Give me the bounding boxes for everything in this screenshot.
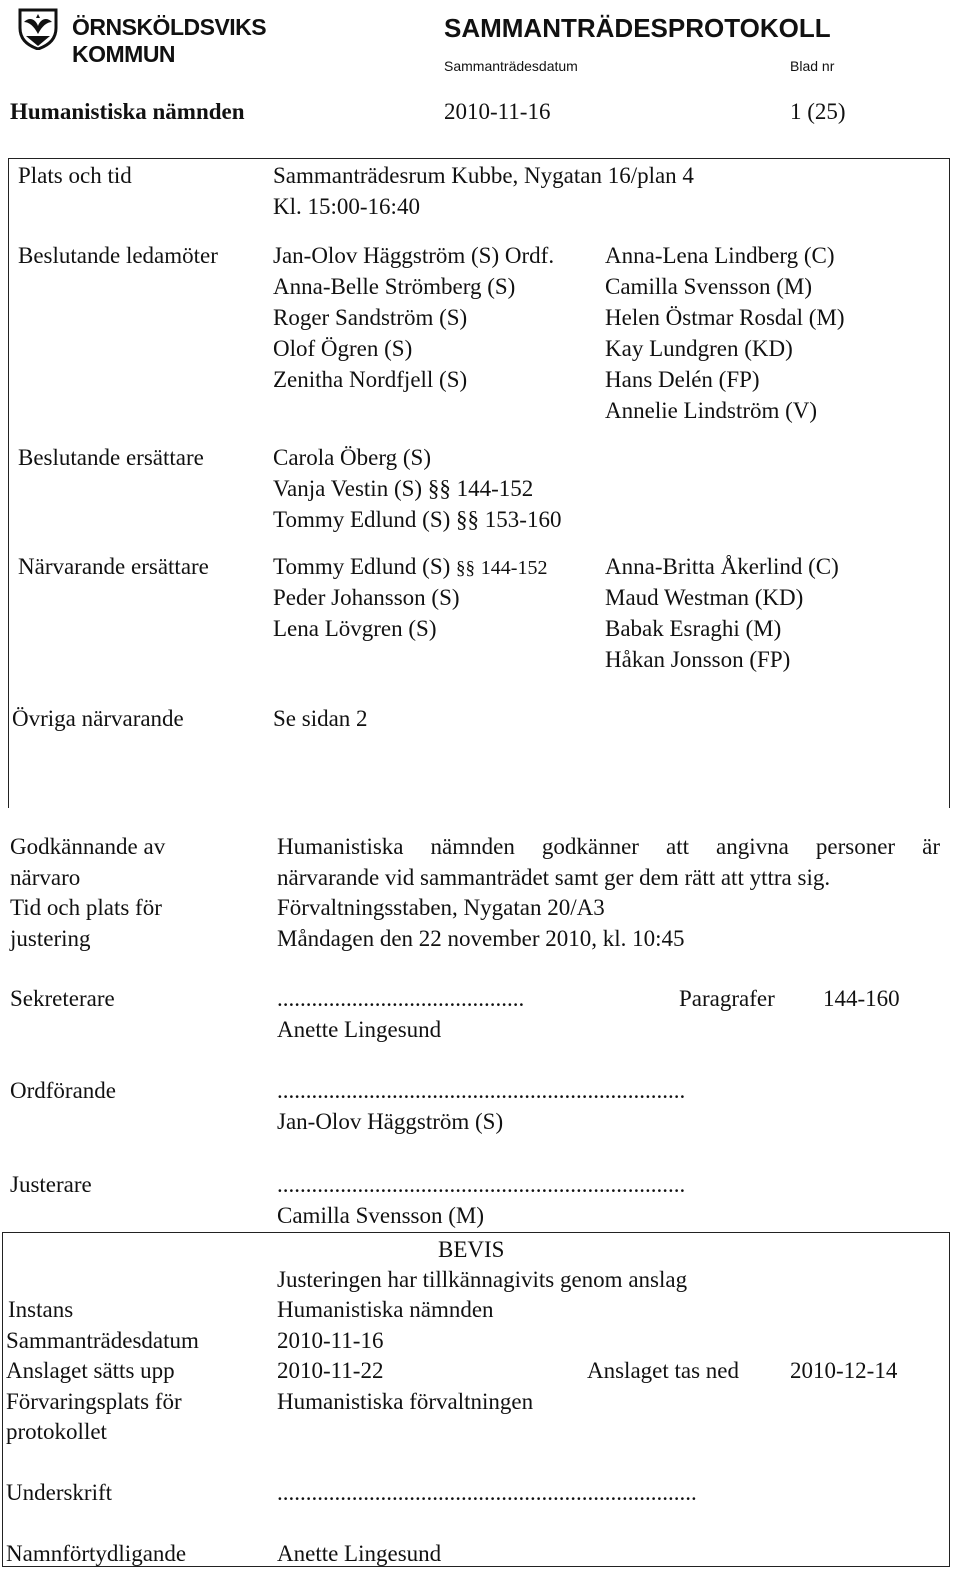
substitute-row: [273, 473, 533, 504]
certificate-date-label: Sammanträdesdatum: [6, 1328, 199, 1353]
chair-signature-line: .......................................................................: [277, 1078, 686, 1103]
section-range: 153-160: [484, 507, 562, 532]
secretary-label: Sekreterare: [10, 986, 115, 1011]
storage-value: Humanistiska förvaltningen: [277, 1389, 534, 1414]
adjuster-signature-line: .......................................................................: [277, 1172, 686, 1197]
body-label: Instans: [8, 1297, 74, 1322]
approval-label: närvaro: [10, 865, 81, 890]
present-row: [273, 551, 547, 584]
substitute-name: Tommy Edlund (S): [273, 507, 451, 532]
sheet-number-label: Blad nr: [790, 58, 835, 74]
member-name: Olof Ögren (S): [273, 336, 413, 361]
members-label: Beslutande ledamöter: [18, 243, 218, 268]
member-name: Zenitha Nordfjell (S): [273, 367, 468, 392]
coat-of-arms-icon: [14, 6, 62, 50]
chair-label: Ordförande: [10, 1078, 117, 1103]
member-name: Camilla Svensson (M): [605, 274, 812, 299]
removed-date: 2010-12-14: [790, 1358, 898, 1383]
meeting-date: 2010-11-16: [444, 99, 551, 124]
meeting-place: Sammanträdesrum Kubbe, Nygatan 16/plan 4: [273, 163, 694, 188]
storage-label: Förvaringsplats för: [6, 1389, 182, 1414]
document-type-title: SAMMANTRÄDESPROTOKOLL: [444, 13, 831, 43]
certificate-statement: Justeringen har tillkännagivits genom anslag: [277, 1267, 688, 1292]
adjuster-name: Camilla Svensson (M): [277, 1203, 484, 1228]
substitute-row: [273, 504, 561, 535]
others-present-value: Se sidan 2: [273, 706, 368, 731]
approval-text: Humanistiska nämnden godkänner att angivna personer är: [277, 834, 940, 859]
substitutes-label: Beslutande ersättare: [18, 445, 204, 470]
removed-label: Anslaget tas ned: [587, 1358, 740, 1383]
present-name: Peder Johansson (S): [273, 585, 460, 610]
present-name: Maud Westman (KD): [605, 585, 804, 610]
adjustment-place: Förvaltningsstaben, Nygatan 20/A3: [277, 895, 605, 920]
substitute-name: Carola Öberg (S): [273, 445, 431, 470]
section-range: 144-152: [456, 476, 534, 501]
signature-line: .........................................................................: [277, 1480, 697, 1505]
member-name: Helen Östmar Rosdal (M): [605, 305, 845, 330]
section-sign-icon: §§: [427, 476, 451, 501]
posted-label: Anslaget sätts upp: [6, 1358, 175, 1383]
present-name: Håkan Jonsson (FP): [605, 647, 791, 672]
municipality-logo: [14, 6, 314, 67]
present-name: Lena Lövgren (S): [273, 616, 437, 641]
present-name: Anna-Britta Åkerlind (C): [605, 554, 839, 579]
member-name: Jan-Olov Häggström (S) Ordf.: [273, 243, 555, 268]
member-name: Roger Sandström (S): [273, 305, 468, 330]
meeting-time: Kl. 15:00-16:40: [273, 194, 420, 219]
member-name: Anna-Lena Lindberg (C): [605, 243, 835, 268]
member-name: Kay Lundgren (KD): [605, 336, 793, 361]
adjustment-label: Tid och plats för: [10, 895, 162, 920]
member-name: Annelie Lindström (V): [605, 398, 818, 423]
secretary-name: Anette Lingesund: [277, 1017, 442, 1042]
place-time-label: Plats och tid: [18, 163, 132, 188]
organization-name: ÖRNSKÖLDSVIKS KOMMUN: [72, 14, 267, 67]
storage-label: protokollet: [6, 1419, 107, 1444]
approval-label: Godkännande av: [10, 834, 166, 859]
member-name: Hans Delén (FP): [605, 367, 760, 392]
body-value: Humanistiska nämnden: [277, 1297, 494, 1322]
certificate-date: 2010-11-16: [277, 1328, 384, 1353]
adjuster-label: Justerare: [10, 1172, 92, 1197]
present-substitutes-label: Närvarande ersättare: [18, 554, 209, 579]
clarification-label: Namnförtydligande: [6, 1541, 187, 1566]
present-name: Tommy Edlund (S): [273, 554, 451, 579]
substitute-name: Vanja Vestin (S): [273, 476, 423, 501]
posted-date: 2010-11-22: [277, 1358, 384, 1383]
committee-name: Humanistiska nämnden: [10, 99, 245, 124]
member-name: Anna-Belle Strömberg (S): [273, 274, 516, 299]
others-present-label: Övriga närvarande: [12, 706, 184, 731]
section-sign-icon: §§: [456, 507, 480, 532]
signature-label: Underskrift: [6, 1480, 113, 1505]
secretary-signature-line: ...........................................: [277, 986, 525, 1011]
meeting-date-label: Sammanträdesdatum: [444, 58, 578, 74]
section-range: 144-152: [480, 557, 548, 579]
approval-text: närvarande vid sammanträdet samt ger dem rätt att yttra sig.: [277, 865, 831, 890]
adjustment-label: justering: [10, 926, 91, 951]
clarification-name: Anette Lingesund: [277, 1541, 442, 1566]
present-name: Babak Esraghi (M): [605, 616, 782, 641]
sheet-number: 1 (25): [790, 99, 846, 124]
paragraphs-label: Paragrafer: [679, 986, 775, 1011]
certificate-title: BEVIS: [438, 1237, 505, 1262]
section-sign-icon: §§: [456, 558, 476, 579]
chair-name: Jan-Olov Häggström (S): [277, 1109, 504, 1134]
paragraphs-value: 144-160: [823, 986, 900, 1011]
adjustment-time: Måndagen den 22 november 2010, kl. 10:45: [277, 926, 685, 951]
